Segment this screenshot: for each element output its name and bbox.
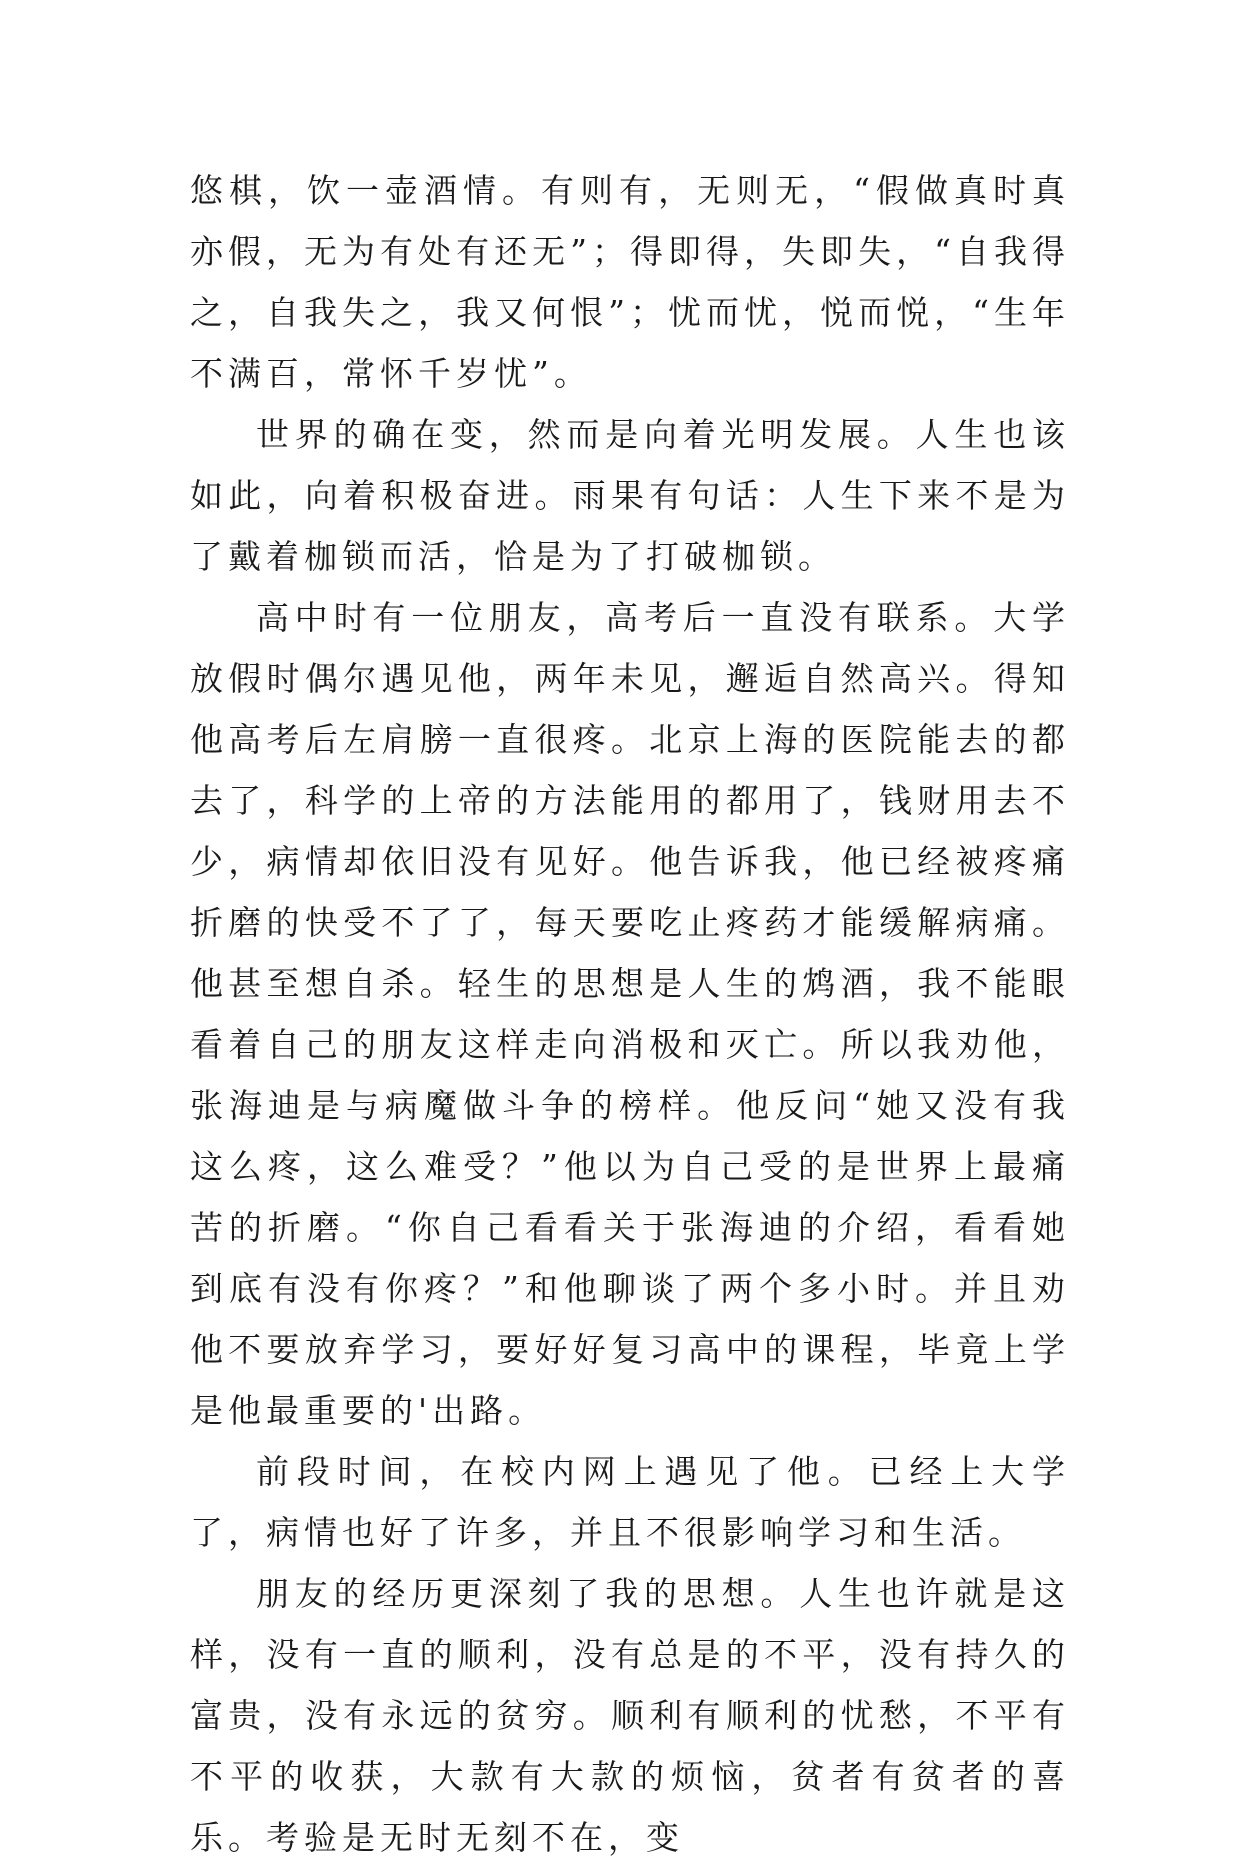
paragraph-1: 悠棋，饮一壶酒情。有则有，无则无，“假做真时真亦假，无为有处有还无”；得即得，失即失，“自我得之，自我失之，我又何恨”；忧而忧，悦而悦，“生年不满百，常怀千岁忧”。 [190, 171, 1070, 393]
paragraph-5: 朋友的经历更深刻了我的思想。人生也许就是这样，没有一直的顺利，没有总是的不平，没有持久的富贵，没有永远的贫穷。顺利有顺利的忧愁，不平有不平的收获，大款有大款的烦恼，贫者有贫者的喜乐。考验是无时无刻不在，变 [190, 1574, 1070, 1857]
paragraph-4: 前段时间，在校内网上遇见了他。已经上大学了，病情也好了许多，并且不很影响学习和生活。 [190, 1452, 1070, 1552]
document-body [190, 160, 1070, 1868]
paragraph-3: 高中时有一位朋友，高考后一直没有联系。大学放假时偶尔遇见他，两年未见，邂逅自然高兴。得知他高考后左肩膀一直很疼。北京上海的医院能去的都去了，科学的上帝的方法能用的都用了，钱财用去不少，病情却依旧没有见好。他告诉我，他已经被疼痛折磨的快受不了了，每天要吃止疼药才能缓解病痛。他甚至想自杀。轻生的思想是人生的鸩酒，我不能眼看着自己的朋友这样走向消极和灭亡。所以我劝他，张海迪是与病魔做斗争的榜样。他反问“她又没有我这么疼，这么难受？”他以为自己受的是世界上最痛苦的折磨。“你自己看看关于张海迪的介绍，看看她到底有没有你疼？”和他聊谈了两个多小时。并且劝他不要放弃学习，要好好复习高中的课程，毕竟上学是他最重要的'出路。 [190, 598, 1070, 1430]
paragraph-2: 世界的确在变，然而是向着光明发展。人生也该如此，向着积极奋进。雨果有句话：人生下来不是为了戴着枷锁而活，恰是为了打破枷锁。 [190, 415, 1070, 576]
